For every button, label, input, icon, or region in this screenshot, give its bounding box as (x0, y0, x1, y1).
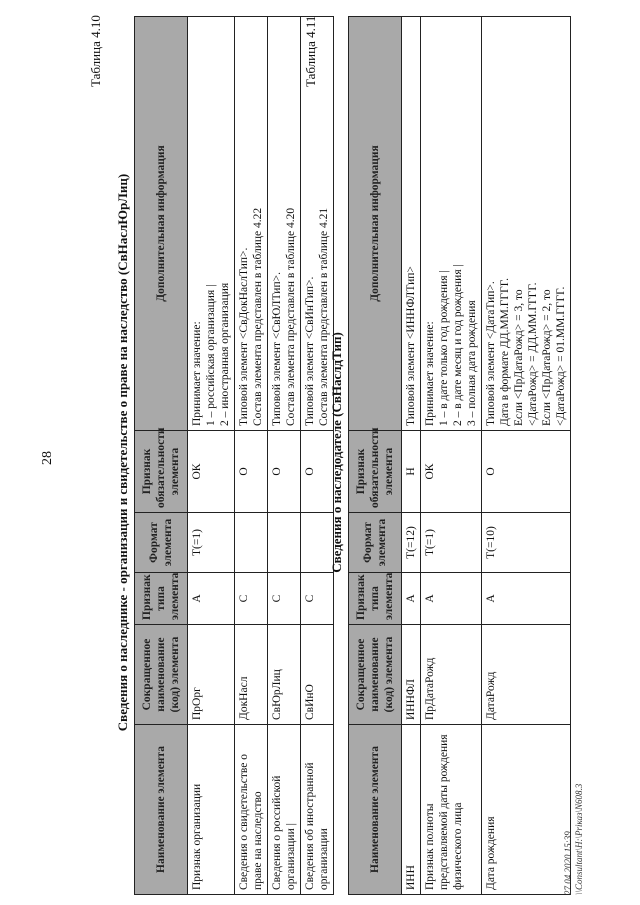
header-cell: Сокращенное наименование (код) элемента (349, 625, 402, 725)
cell-name: Признак организации (188, 725, 235, 895)
cell-name: Сведения о российской организации | (268, 725, 301, 895)
table-label: Таблица 4.10 (88, 15, 103, 87)
cell-req: ОК (421, 431, 482, 513)
cell-req: О (268, 431, 301, 513)
header-cell: Признак обязательности элемента (135, 431, 188, 513)
info-line: 3 – полная дата рождения (466, 300, 479, 426)
info-line: Типовой элемент <СвИнТип>. (304, 276, 317, 426)
cell-format: Т(=1) (421, 513, 482, 573)
cell-req: О (235, 431, 268, 513)
table-label: Таблица 4.11 (303, 15, 318, 87)
cell-info (188, 17, 235, 431)
info-line: Типовой элемент <СвЮЛТип>. (271, 272, 284, 426)
cell-req: О (301, 431, 334, 513)
info-line: 1 – российская организация | (205, 284, 218, 426)
info-line: Если <ПрДатаРожд> = 3, то (513, 289, 526, 426)
info-line: Принимает значение: (191, 321, 203, 426)
info-line: Типовой элемент <ДатаТип>. (485, 281, 498, 426)
table-row (421, 17, 482, 895)
header-cell: Дополнительная информация (349, 17, 402, 431)
info-line: Состав элемента представлен в таблице 4.20 (285, 207, 298, 426)
cell-code: СвИнО (301, 625, 334, 725)
cell-req: ОК (188, 431, 235, 513)
cell-info (268, 17, 301, 431)
table-title: Сведения о наследодателе (СвНаслдТип) (329, 332, 344, 573)
cell-name: ИНН (402, 725, 421, 895)
header-cell: Наименование элемента (349, 725, 402, 895)
cell-format (268, 513, 301, 573)
cell-name: Сведения о свидетельстве о праве на наследство (235, 725, 268, 895)
info-line: Состав элемента представлен в таблице 4.22 (252, 207, 265, 426)
table-title: Сведения о наследнике - организации и свидетельстве о праве на наследство (СвНаслЮрЛиц) (115, 173, 130, 732)
cell-code: ПрОрг (188, 625, 235, 725)
info-line: Дата в формате ДД.ММ.ГГГГ. (499, 278, 512, 426)
cell-code: ДокНасл (235, 625, 268, 725)
header-cell: Признак обязательности элемента (349, 431, 402, 513)
header-cell: Признак типа элемента (349, 573, 402, 625)
info-line: 1 – в дате только год рождения | (438, 270, 451, 426)
header-cell: Сокращенное наименование (код) элемента (135, 625, 188, 725)
cell-name: Сведения об иностранной организации (301, 725, 334, 895)
info-line: Типовой элемент <СвДокНаслТип>. (238, 247, 251, 426)
table-row (188, 17, 235, 895)
cell-format: Т(=10) (482, 513, 571, 573)
cell-code: ИННФЛ (402, 625, 421, 725)
cell-code: ДатаРожд (482, 625, 571, 725)
cell-type: С (268, 573, 301, 625)
cell-type: А (482, 573, 571, 625)
cell-code: СвЮрЛиц (268, 625, 301, 725)
footer-path: \\Consultant\H:\Priказ\N608.3 (574, 783, 585, 895)
table-inheritor-organization (134, 16, 334, 895)
table-row (235, 17, 268, 895)
info-line: Принимает значение: (424, 321, 437, 426)
cell-format: Т(=1) (188, 513, 235, 573)
cell-format: Т(=12) (402, 513, 421, 573)
cell-type: А (402, 573, 421, 625)
header-cell: Формат элемента (135, 513, 188, 573)
header-cell: Наименование элемента (135, 725, 188, 895)
cell-name: Дата рождения (482, 725, 571, 895)
cell-format (235, 513, 268, 573)
footer-timestamp: 27.04.2020 15:39 (563, 831, 573, 895)
header-cell: Формат элемента (349, 513, 402, 573)
cell-req: О (482, 431, 571, 513)
table-row (402, 17, 421, 895)
table-row (482, 17, 571, 895)
info-line: Если <ПрДатаРожд> = 2, то (541, 289, 554, 426)
header-cell: Дополнительная информация (135, 17, 188, 431)
footer-stamp (563, 784, 586, 895)
info-line: Типовой элемент <ИННФЛТип> (405, 266, 417, 426)
info-line: Состав элемента представлен в таблице 4.21 (318, 207, 331, 426)
info-line: 2 – иностранная организация (219, 282, 232, 426)
cell-info (402, 17, 421, 431)
page-number: 28 (40, 451, 55, 465)
cell-info (235, 17, 268, 431)
table-row (268, 17, 301, 895)
header-cell: Признак типа элемента (135, 573, 188, 625)
cell-type: А (188, 573, 235, 625)
cell-type: С (235, 573, 268, 625)
cell-info (421, 17, 482, 431)
cell-code: ПрДатаРожд (421, 625, 482, 725)
table-testator (348, 16, 571, 895)
cell-type: С (301, 573, 334, 625)
cell-info (482, 17, 571, 431)
info-line: <ДатаРожд> = ДД.ММ.ГГГГ. (527, 282, 540, 426)
info-line: <ДатаРожд> = 01.ММ.ГГГГ. (555, 286, 568, 426)
cell-req: Н (402, 431, 421, 513)
cell-name: Признак полноты представляемой даты рождения физического лица (421, 725, 482, 895)
cell-type: А (421, 573, 482, 625)
info-line: 2 – в дате месяц и год рождения | (452, 264, 465, 426)
